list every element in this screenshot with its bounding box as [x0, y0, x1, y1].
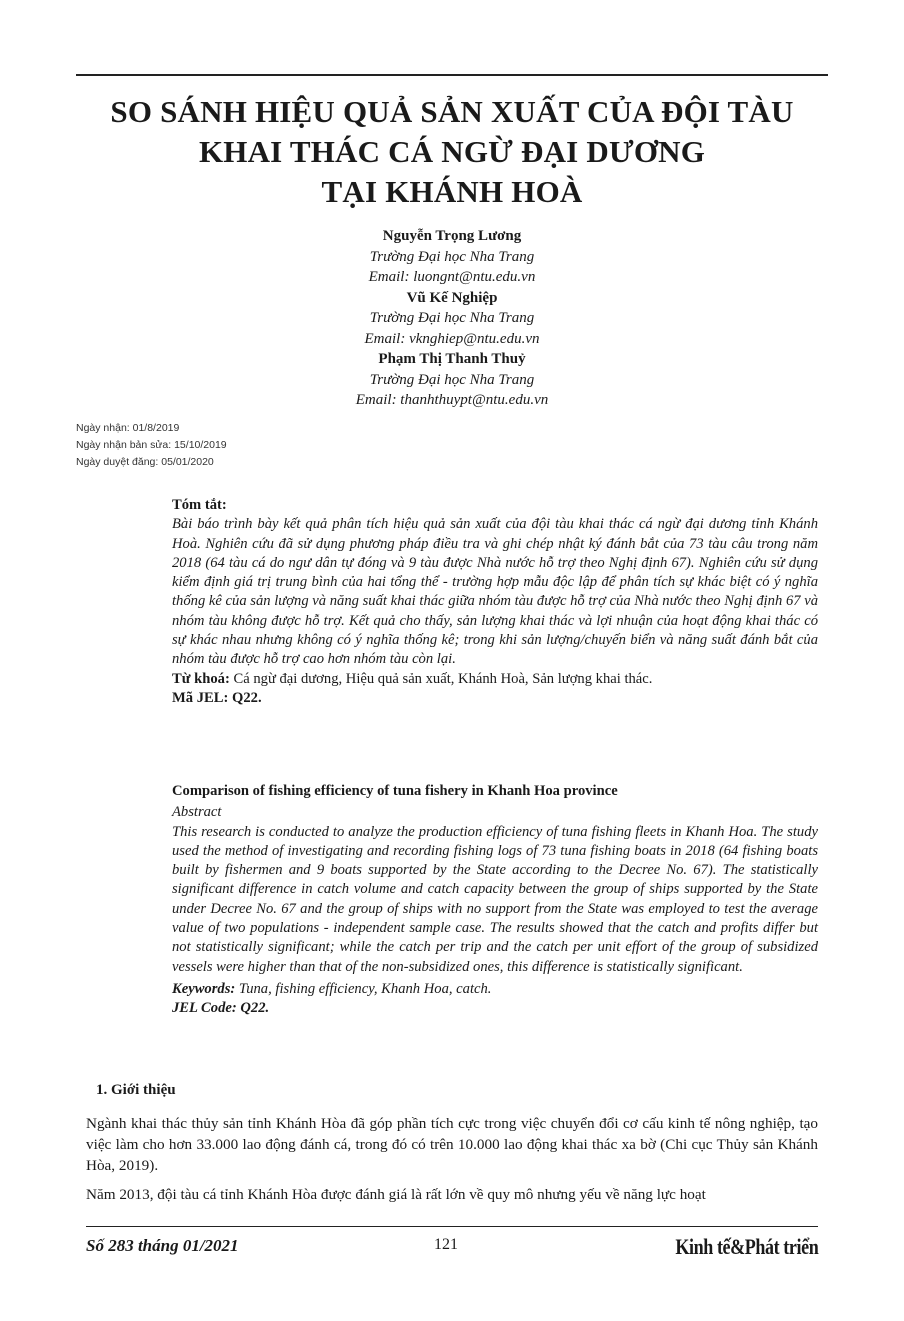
jel-line: [172, 689, 818, 708]
author-email[interactable]: Email: luongnt@ntu.edu.vn: [368, 269, 536, 285]
submission-dates: [76, 420, 227, 471]
jel-line: [172, 999, 818, 1018]
jel-code: Q22.: [240, 1000, 270, 1017]
author-affiliation: Trường Đại học Nha Trang: [369, 248, 535, 265]
author-affiliation: Trường Đại học Nha Trang: [369, 310, 535, 326]
issue-number: Số 283 tháng 01/2021: [86, 1236, 239, 1255]
author-name: Vũ Kế Nghiệp: [406, 289, 498, 306]
page-footer: [86, 1236, 818, 1260]
keywords-line: [172, 670, 818, 689]
abstract-heading: Abstract: [172, 804, 222, 821]
date-received: Ngày nhận: 01/8/2019: [76, 422, 180, 434]
date-revised: Ngày nhận bản sửa: 15/10/2019: [76, 439, 227, 451]
section-heading: 1. Giới thiệu: [96, 1082, 176, 1098]
article-title: [60, 92, 844, 212]
abstract-heading: Tóm tắt:: [172, 497, 227, 513]
author-block: [250, 226, 654, 411]
keywords-label: Từ khoá:: [172, 670, 230, 687]
jel-label: Mã JEL:: [172, 689, 229, 706]
page-number: 121: [434, 1236, 458, 1253]
journal-logo: Kinh tế&Phát triển: [675, 1234, 818, 1259]
top-rule: [76, 74, 828, 76]
date-accepted: Ngày duyệt đăng: 05/01/2020: [76, 456, 214, 468]
abstract-text: Bài báo trình bày kết quả phân tích hiệu quả sản xuất của đội tàu khai thác cá ngừ đại dương tỉnh Khánh Hoà. Nghiên cứu đã sử dụng phương pháp điều tra và ghi chép nhật ký đánh bắt của 73 tàu câu trong năm 2018 (64 tàu cá do ngư dân tự đóng và 9 tàu được Nhà nước hỗ trợ theo Nghị định 67). Nghiên cứu sử dụng kiểm định giá trị trung bình của hai tổng thể - trường hợp mẫu độc lập để phân tích sự khác biệt có ý nghĩa thống kê của sản lượng và năng suất khai thác giữa nhóm tàu được hỗ trợ của Nhà nước theo Nghị định 67 và nhóm tàu không được hỗ trợ. Kết quả cho thấy, sản lượng khai thác và lợi nhuận của hoạt động khai thác có sự khác nhau nhưng không có ý nghĩa thống kê; trong khi sản lượng/chuyến biển và năng suất đánh bắt của nhóm tàu được hỗ trợ cao hơn nhóm tàu còn lại.: [172, 516, 818, 668]
english-title: Comparison of fishing efficiency of tuna fishery in Khanh Hoa province: [172, 783, 618, 799]
jel-code: Q22.: [232, 689, 262, 706]
keywords-text: Tuna, fishing efficiency, Khanh Hoa, catch.: [238, 980, 492, 997]
author-name: Phạm Thị Thanh Thuỷ: [378, 351, 526, 367]
author-name: Nguyễn Trọng Lương: [382, 228, 522, 244]
author-affiliation: Trường Đại học Nha Trang: [369, 371, 535, 388]
title-line-3: TẠI KHÁNH HOÀ: [321, 174, 583, 209]
keywords-label: Keywords:: [172, 980, 236, 997]
body-text: [86, 1113, 818, 1213]
author-email[interactable]: Email: vknghiep@ntu.edu.vn: [364, 330, 540, 347]
author-email[interactable]: Email: thanhthuypt@ntu.edu.vn: [355, 392, 549, 408]
abstract-vietnamese: [172, 496, 818, 708]
title-line-1: SO SÁNH HIỆU QUẢ SẢN XUẤT CỦA ĐỘI TÀU: [110, 94, 794, 129]
jel-label: JEL Code:: [172, 1000, 237, 1017]
title-line-2: KHAI THÁC CÁ NGỪ ĐẠI DƯƠNG: [198, 134, 706, 169]
footer-rule: [86, 1226, 818, 1227]
keywords-text: Cá ngừ đại dương, Hiệu quả sản xuất, Khánh Hoà, Sản lượng khai thác.: [233, 670, 653, 687]
paragraph: Năm 2013, đội tàu cá tỉnh Khánh Hòa được đánh giá là rất lớn về quy mô nhưng yếu về năng lực hoạt: [86, 1186, 706, 1203]
abstract-english: [172, 782, 818, 1019]
paragraph: Ngành khai thác thủy sản tỉnh Khánh Hòa đã góp phần tích cực trong việc chuyển đổi cơ cấu kinh tế nông nghiệp, tạo việc làm cho hơn 33.000 lao động đánh cá, trong đó có trên 10.000 lao động khai thác xa bờ (Chi cục Thủy sản Khánh Hòa, 2019).: [86, 1115, 818, 1174]
keywords-line: [172, 980, 818, 999]
abstract-text: This research is conducted to analyze the production efficiency of tuna fishing fleets in Khanh Hoa. The study used the method of investigating and recording fishing logs of 73 tuna fishing boats in 2018 (64 fishing boats built by fishermen and 9 boats supported by the State according to the Decree No. 67). The statistically significant difference in catch volume and catch capacity between the group of ships supported by the State under Decree No. 67 and the group of ships with no support from the State was employed to test the average value of two populations - independent sample case. The results showed that the catch and profits differ but not statistically significant; while the catch per trip and the catch per unit effort of the group of subsidized vessels were higher than that of the non-subsidized ones, this difference is statistically significant.: [172, 823, 818, 975]
